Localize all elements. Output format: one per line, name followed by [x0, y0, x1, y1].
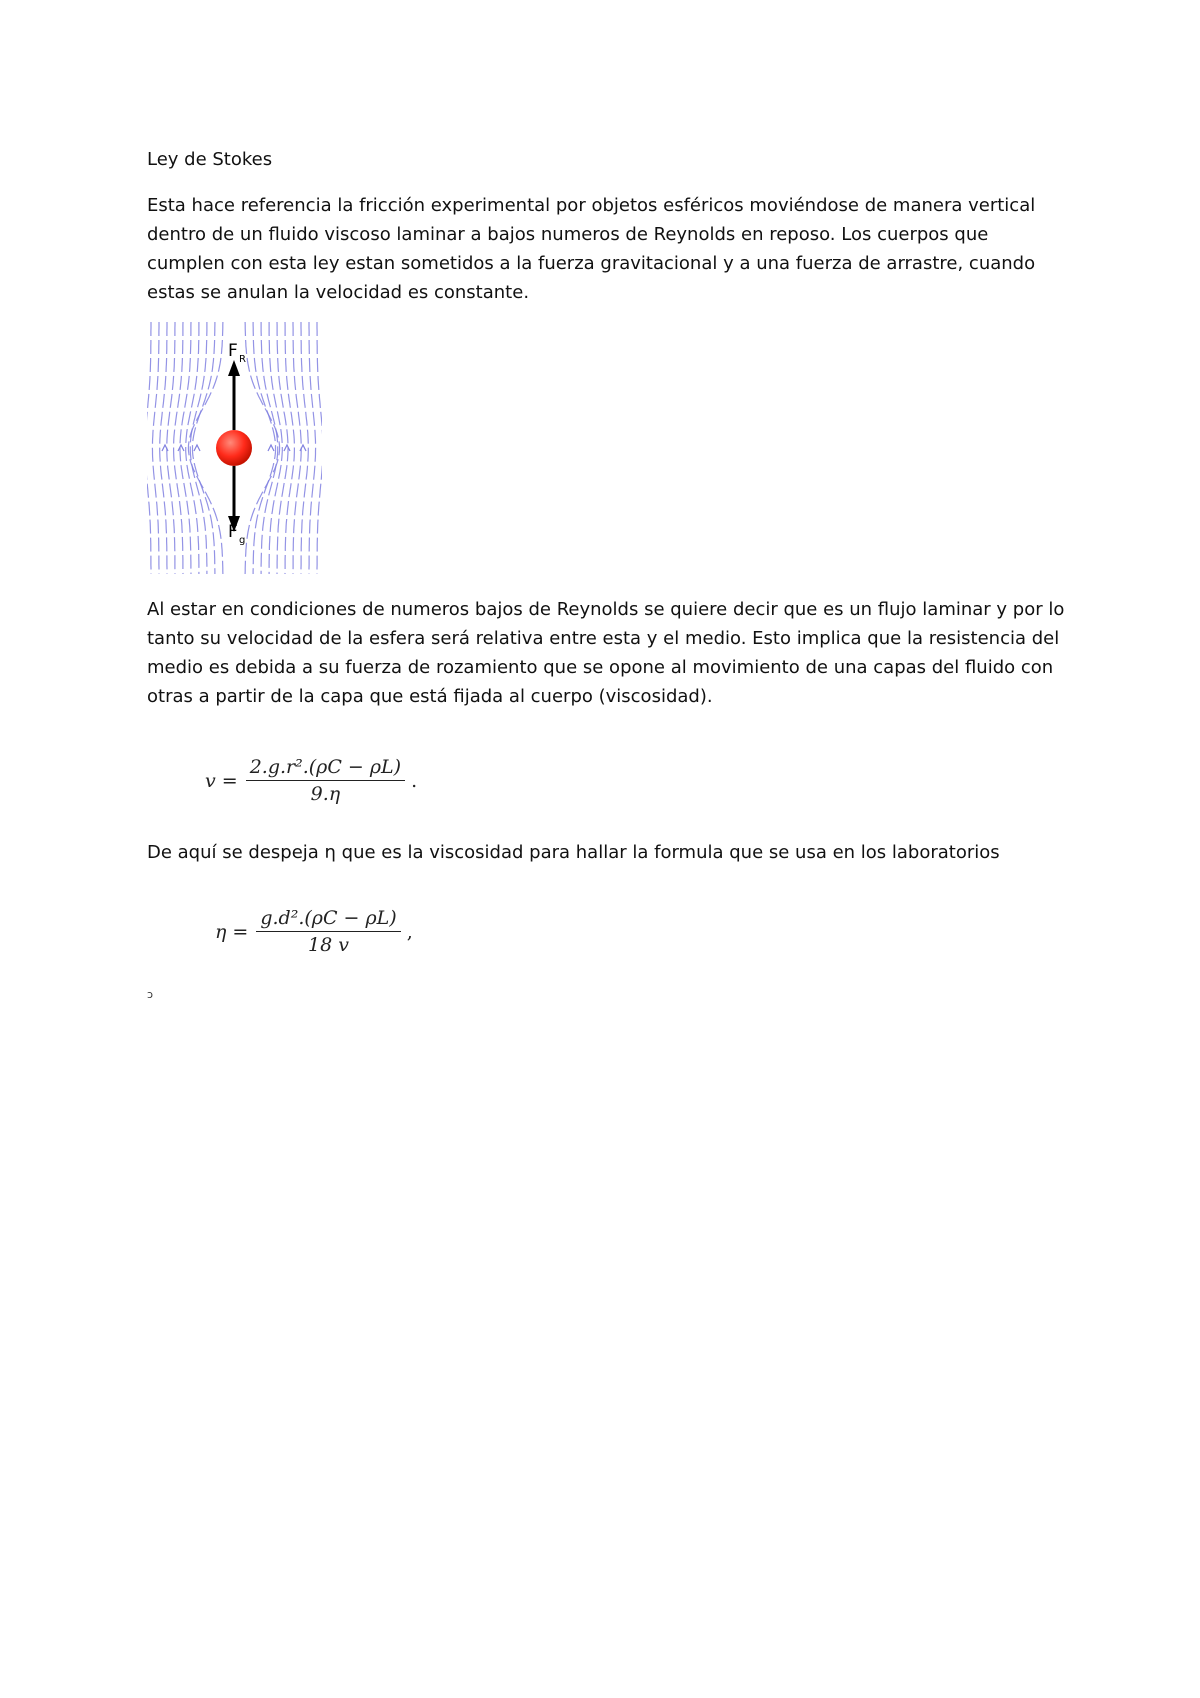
flow-arrow-3 [194, 445, 200, 451]
sphere [216, 430, 252, 466]
formula-viscosity-punctuation: , [406, 920, 413, 943]
stokes-diagram [147, 322, 322, 574]
flow-arrow-4 [268, 445, 274, 451]
formula-viscosity-fraction [256, 907, 400, 956]
formula-viscosity-denominator: 18 v [308, 934, 349, 956]
drag-force-subscript: R [239, 354, 246, 365]
formula-velocity-numerator: 2.g.r².(ρC − ρL) [246, 756, 405, 781]
formula-velocity-punctuation: . [411, 769, 418, 792]
gravity-force-subscript: g [239, 535, 246, 546]
streamline-19 [309, 322, 316, 574]
flow-arrow-2 [178, 445, 184, 451]
gravity-force-label: F [228, 522, 238, 542]
formula-viscosity-numerator: g.d².(ρC − ρL) [256, 907, 400, 932]
flow-arrow-5 [284, 445, 290, 451]
formula-velocity-fraction [246, 756, 405, 805]
streamline-2 [152, 322, 159, 574]
paragraph-viscosity: De aquí se despeja η que es la viscosidad para hallar la formula que se usa en los laboratorios [147, 842, 1000, 863]
paragraph-reynolds: Al estar en condiciones de numeros bajos de Reynolds se quiere decir que es un flujo laminar y por lo tanto su velocidad de la esfera será relativa entre esta y el medio. Esto implica que la resistencia del medio es debida a su fuerza de rozamiento que se opone al movimiento de una capas del fluido con otras a partir de la capa que está fijada al cuerpo (viscosidad). [147, 599, 1065, 707]
streamline-20 [317, 322, 322, 574]
stray-mark: ↄ [147, 988, 154, 1001]
formula-viscosity-lhs: η = [215, 920, 249, 943]
flow-arrow-1 [162, 445, 168, 451]
formula-viscosity [215, 907, 413, 956]
streamline-1 [147, 322, 151, 574]
formula-velocity [205, 756, 417, 805]
document-title: Ley de Stokes [147, 149, 273, 170]
stokes-diagram-svg [147, 322, 322, 574]
formula-velocity-denominator: 9.η [310, 783, 341, 805]
drag-force-label: F [228, 341, 238, 361]
flow-arrow-6 [300, 445, 306, 451]
paragraph-intro: Esta hace referencia la fricción experimental por objetos esféricos moviéndose de manera vertical dentro de un fluido viscoso laminar a bajos numeros de Reynolds en reposo. Los cuerpos que cumplen con esta ley estan sometidos a la fuerza gravitacional y a una fuerza de arrastre, cuando estas se anulan la velocidad es constante. [147, 195, 1036, 303]
formula-velocity-lhs: v = [205, 769, 238, 792]
